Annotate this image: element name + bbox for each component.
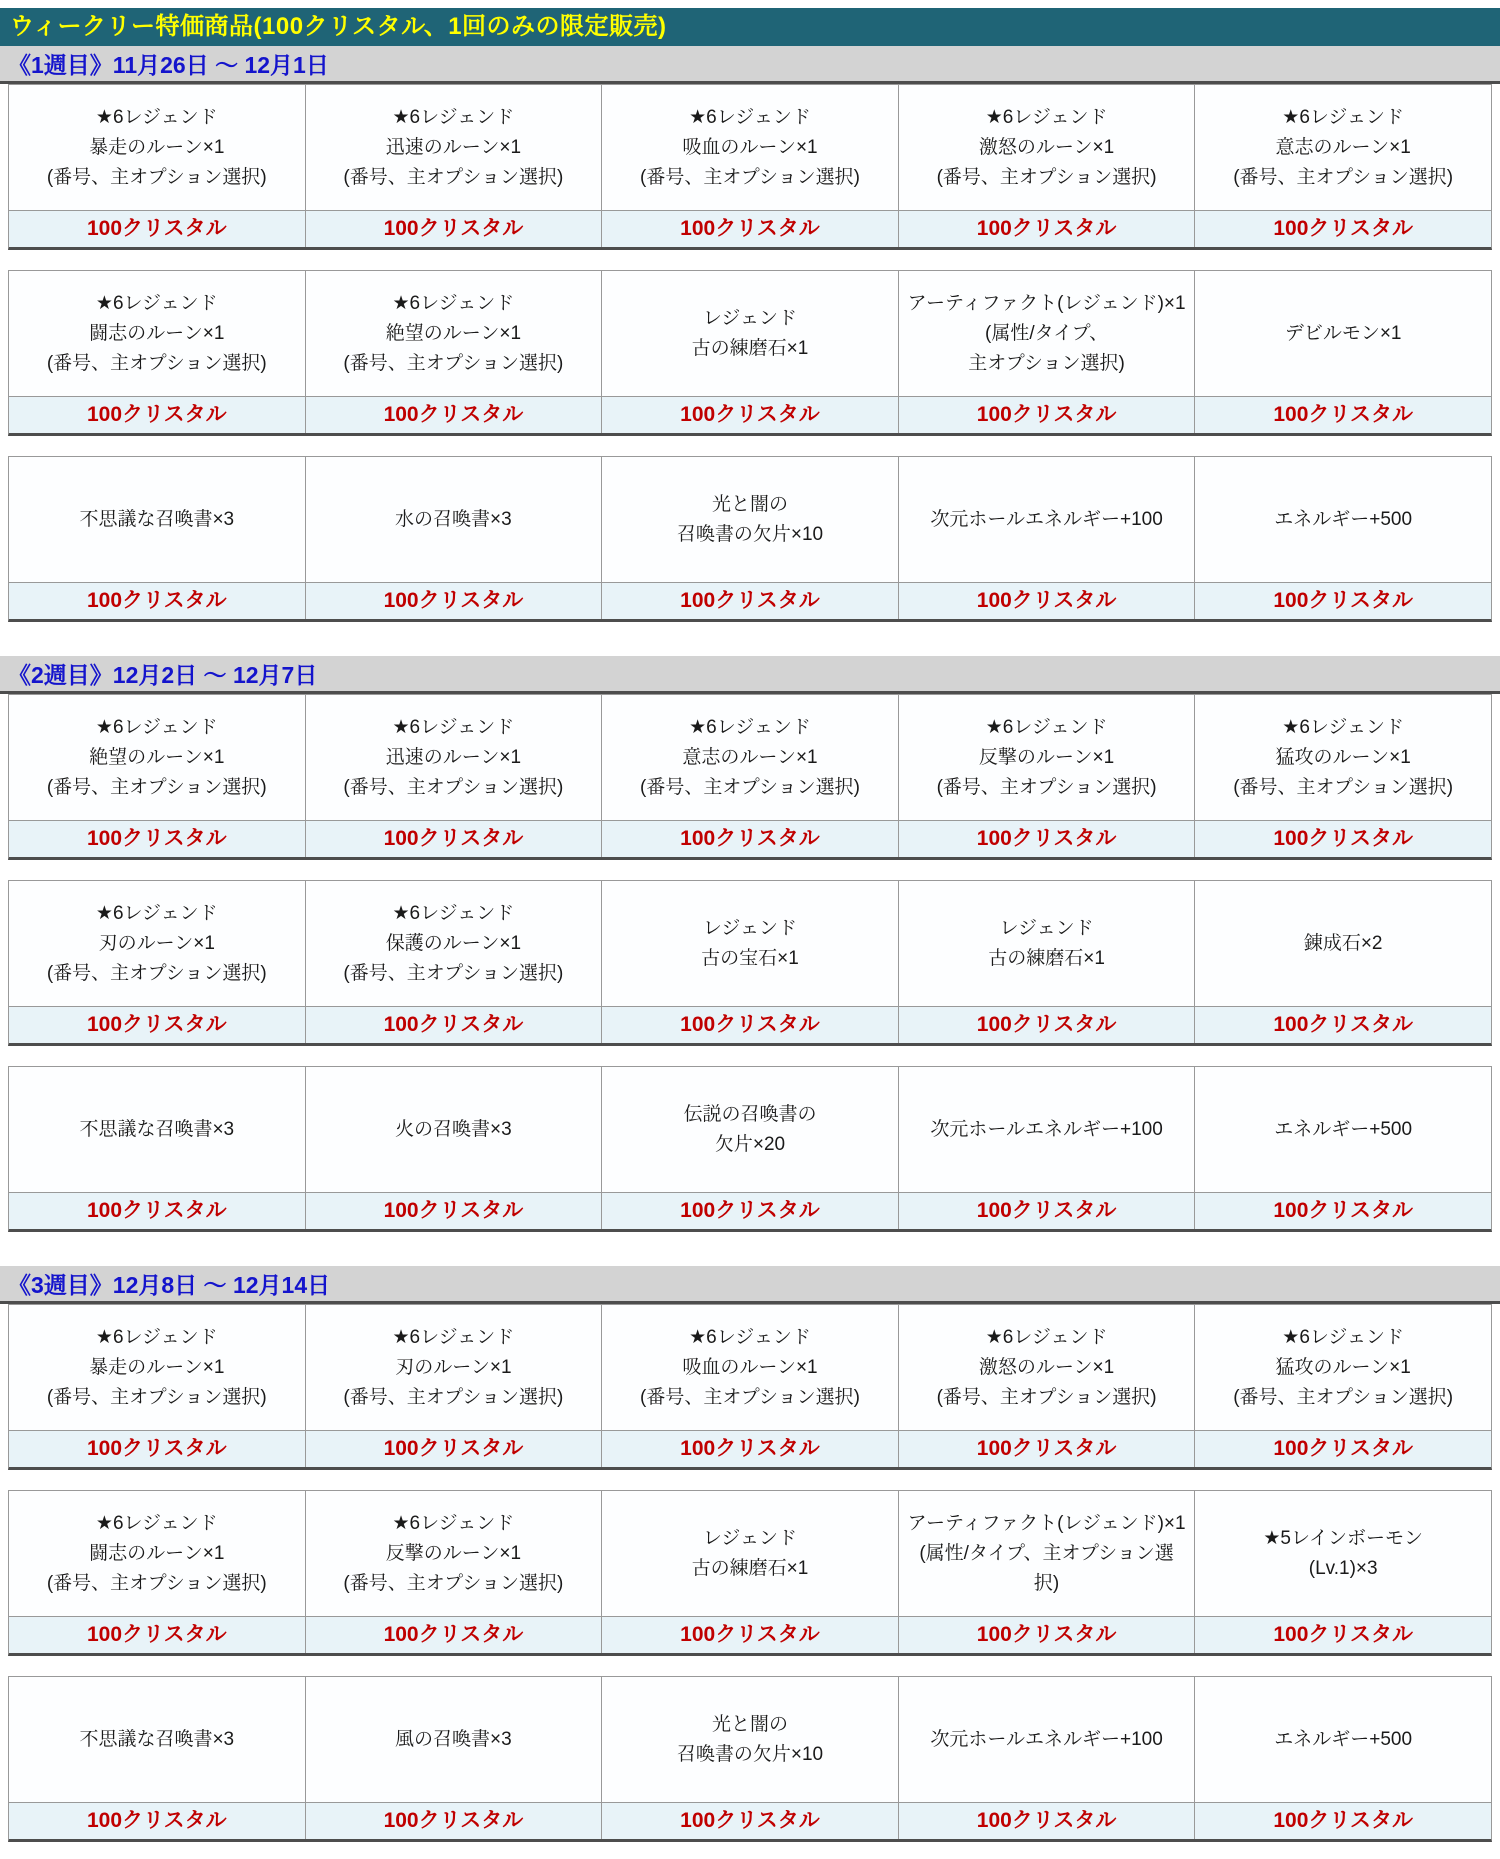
item-row [9, 271, 1491, 396]
price-cell: 100クリスタル [305, 1431, 602, 1467]
item-cell [9, 695, 305, 820]
item-cell [1194, 271, 1491, 396]
item-line: デビルモン×1 [1284, 322, 1402, 344]
item-line: アーティファクト(レジェンド)×1 [907, 1512, 1186, 1534]
item-line: 欠片×20 [714, 1133, 786, 1155]
item-line: エネルギー+500 [1274, 508, 1413, 530]
item-table [8, 270, 1492, 436]
item-cell [898, 85, 1195, 210]
item-line: (番号、主オプション選択) [343, 166, 564, 188]
price-cell: 100クリスタル [898, 821, 1195, 857]
item-line: 光と闇の [711, 1713, 788, 1735]
item-line: ★6レジェンド [95, 292, 218, 314]
item-cell [9, 1491, 305, 1616]
item-cell [898, 271, 1195, 396]
item-line: ★6レジェンド [392, 1326, 515, 1348]
item-line: 迅速のルーン×1 [385, 746, 522, 768]
price-cell: 100クリスタル [1194, 397, 1491, 433]
item-cell [601, 881, 898, 1006]
item-line: ★6レジェンド [95, 106, 218, 128]
item-line: 絶望のルーン×1 [89, 746, 225, 768]
item-line: 反撃のルーン×1 [385, 1542, 522, 1564]
price-cell: 100クリスタル [9, 1803, 305, 1839]
price-cell: 100クリスタル [898, 211, 1195, 247]
item-line: 火の召喚書×3 [395, 1118, 512, 1140]
item-line: ★6レジェンド [95, 716, 218, 738]
price-cell: 100クリスタル [601, 1193, 898, 1229]
item-line: ★6レジェンド [95, 902, 218, 924]
price-cell: 100クリスタル [305, 1617, 602, 1653]
item-line: (番号、主オプション選択) [640, 1386, 860, 1408]
item-line: 古の練磨石×1 [988, 947, 1105, 969]
price-cell: 100クリスタル [1194, 821, 1491, 857]
price-cell: 100クリスタル [305, 1007, 602, 1043]
item-line: 伝説の召喚書の [683, 1103, 817, 1125]
item-line: ★5レインボーモン [1263, 1527, 1423, 1549]
item-line: 反撃のルーン×1 [978, 746, 1115, 768]
item-line: 次元ホールエネルギー+100 [930, 1118, 1163, 1140]
item-line: 刃のルーン×1 [98, 932, 215, 954]
item-cell [1194, 1491, 1491, 1616]
item-line: (番号、主オプション選択) [936, 1386, 1157, 1408]
item-cell [601, 271, 898, 396]
price-cell: 100クリスタル [601, 211, 898, 247]
item-table [8, 1066, 1492, 1232]
item-line: ★6レジェンド [95, 1326, 218, 1348]
item-line: 召喚書の欠片×10 [676, 523, 824, 545]
price-cell: 100クリスタル [9, 1193, 305, 1229]
price-cell: 100クリスタル [601, 397, 898, 433]
price-row [9, 1192, 1491, 1229]
item-row [9, 695, 1491, 820]
item-line: 主オプション選択) [968, 352, 1125, 374]
item-cell [305, 271, 602, 396]
item-cell [898, 1067, 1195, 1192]
item-line: エネルギー+500 [1274, 1118, 1413, 1140]
item-line: レジェンド [702, 917, 798, 939]
item-line: ★6レジェンド [392, 292, 515, 314]
item-line: 迅速のルーン×1 [385, 136, 522, 158]
price-cell: 100クリスタル [898, 1431, 1195, 1467]
item-line: 猛攻のルーン×1 [1275, 1356, 1411, 1378]
item-line: ★6レジェンド [985, 1326, 1108, 1348]
item-line: ★6レジェンド [689, 1326, 811, 1348]
price-cell: 100クリスタル [1194, 211, 1491, 247]
item-line: (番号、主オプション選択) [46, 1572, 267, 1594]
item-row [9, 457, 1491, 582]
item-line: ★6レジェンド [689, 716, 811, 738]
price-row [9, 1430, 1491, 1467]
price-cell: 100クリスタル [1194, 1431, 1491, 1467]
price-cell: 100クリスタル [9, 821, 305, 857]
item-cell [305, 881, 602, 1006]
item-row [9, 1491, 1491, 1616]
price-cell: 100クリスタル [1194, 1007, 1491, 1043]
item-cell [9, 85, 305, 210]
price-cell: 100クリスタル [305, 1193, 602, 1229]
item-row [9, 85, 1491, 210]
price-cell: 100クリスタル [1194, 1617, 1491, 1653]
item-line: 意志のルーン×1 [682, 746, 818, 768]
item-line: (属性/タイプ、主オプション選 [919, 1542, 1174, 1564]
item-line: 闘志のルーン×1 [89, 1542, 225, 1564]
item-line: 暴走のルーン×1 [89, 136, 225, 158]
item-table [8, 84, 1492, 250]
item-line: 不思議な召喚書×3 [79, 1118, 235, 1140]
week-section-2 [0, 656, 1500, 1232]
item-line: 刃のルーン×1 [395, 1356, 512, 1378]
item-cell [601, 695, 898, 820]
item-line: 激怒のルーン×1 [978, 1356, 1115, 1378]
item-line: (番号、主オプション選択) [936, 776, 1157, 798]
item-cell [9, 1067, 305, 1192]
price-cell: 100クリスタル [898, 1803, 1195, 1839]
item-cell [305, 695, 602, 820]
item-line: ★6レジェンド [95, 1512, 218, 1534]
item-line: 吸血のルーン×1 [682, 1356, 818, 1378]
item-line: ★6レジェンド [985, 106, 1108, 128]
item-line: (番号、主オプション選択) [343, 776, 564, 798]
price-row [9, 210, 1491, 247]
item-line: 保護のルーン×1 [385, 932, 522, 954]
item-cell [9, 881, 305, 1006]
item-cell [305, 1305, 602, 1430]
price-cell: 100クリスタル [898, 397, 1195, 433]
item-cell [9, 271, 305, 396]
item-cell [305, 1677, 602, 1802]
price-row [9, 396, 1491, 433]
price-cell: 100クリスタル [601, 1617, 898, 1653]
item-cell [9, 457, 305, 582]
item-row [9, 881, 1491, 1006]
item-table [8, 694, 1492, 860]
item-line: (番号、主オプション選択) [1233, 166, 1454, 188]
price-cell: 100クリスタル [898, 583, 1195, 619]
item-cell [601, 1677, 898, 1802]
item-line: 猛攻のルーン×1 [1275, 746, 1411, 768]
item-line: ★6レジェンド [392, 902, 515, 924]
item-line: 激怒のルーン×1 [978, 136, 1115, 158]
item-cell [898, 1677, 1195, 1802]
item-cell [1194, 85, 1491, 210]
item-line: 古の宝石×1 [701, 947, 799, 969]
item-table [8, 1676, 1492, 1842]
item-line: 暴走のルーン×1 [89, 1356, 225, 1378]
price-cell: 100クリスタル [305, 583, 602, 619]
item-cell [601, 1305, 898, 1430]
price-row [9, 1616, 1491, 1653]
item-row [9, 1677, 1491, 1802]
item-cell [898, 1305, 1195, 1430]
price-cell: 100クリスタル [1194, 583, 1491, 619]
price-cell: 100クリスタル [601, 1803, 898, 1839]
item-cell [1194, 1677, 1491, 1802]
item-cell [1194, 695, 1491, 820]
price-cell: 100クリスタル [9, 1431, 305, 1467]
item-line: エネルギー+500 [1274, 1728, 1413, 1750]
week-header: 《3週目》12月8日 ～ 12月14日 [0, 1266, 1500, 1304]
price-row [9, 582, 1491, 619]
item-line: ★6レジェンド [1282, 716, 1405, 738]
price-cell: 100クリスタル [9, 211, 305, 247]
price-cell: 100クリスタル [601, 1007, 898, 1043]
item-line: (番号、主オプション選択) [640, 776, 860, 798]
item-table [8, 456, 1492, 622]
item-line: (番号、主オプション選択) [343, 1572, 564, 1594]
price-cell: 100クリスタル [9, 397, 305, 433]
price-cell: 100クリスタル [305, 1803, 602, 1839]
item-line: (番号、主オプション選択) [1233, 776, 1454, 798]
price-cell: 100クリスタル [9, 1007, 305, 1043]
week-section-1 [0, 46, 1500, 622]
item-line: ★6レジェンド [985, 716, 1108, 738]
price-row [9, 1006, 1491, 1043]
item-line: 錬成石×2 [1303, 932, 1383, 954]
week-header: 《2週目》12月2日 ～ 12月7日 [0, 656, 1500, 694]
item-table [8, 1490, 1492, 1656]
week-header: 《1週目》11月26日 ～ 12月1日 [0, 46, 1500, 84]
item-line: (番号、主オプション選択) [343, 1386, 564, 1408]
item-line: 不思議な召喚書×3 [79, 1728, 235, 1750]
item-line: ★6レジェンド [392, 106, 515, 128]
item-line: レジェンド [999, 917, 1094, 939]
item-cell [601, 1491, 898, 1616]
price-row [9, 1802, 1491, 1839]
price-cell: 100クリスタル [305, 211, 602, 247]
week-section-3 [0, 1266, 1500, 1842]
item-line: 古の練磨石×1 [691, 1557, 809, 1579]
item-line: 意志のルーン×1 [1275, 136, 1411, 158]
item-line: (番号、主オプション選択) [46, 1386, 267, 1408]
price-row [9, 820, 1491, 857]
price-cell: 100クリスタル [601, 583, 898, 619]
item-cell [305, 85, 602, 210]
item-line: (番号、主オプション選択) [46, 352, 267, 374]
item-line: ★6レジェンド [1282, 1326, 1405, 1348]
item-line: レジェンド [702, 307, 798, 329]
price-cell: 100クリスタル [9, 1617, 305, 1653]
price-cell: 100クリスタル [898, 1007, 1195, 1043]
item-row [9, 1305, 1491, 1430]
item-cell [898, 457, 1195, 582]
item-line: アーティファクト(レジェンド)×1 [907, 292, 1186, 314]
item-cell [305, 457, 602, 582]
item-table [8, 1304, 1492, 1470]
page-title: ウィークリー特価商品(100クリスタル、1回のみの限定販売) [0, 8, 1500, 46]
item-cell [1194, 881, 1491, 1006]
item-cell [601, 1067, 898, 1192]
item-cell [898, 1491, 1195, 1616]
item-line: (番号、主オプション選択) [46, 166, 267, 188]
item-line: ★6レジェンド [689, 106, 811, 128]
item-line: 次元ホールエネルギー+100 [930, 1728, 1163, 1750]
item-cell [601, 457, 898, 582]
item-cell [898, 695, 1195, 820]
item-line: (番号、主オプション選択) [343, 352, 564, 374]
price-cell: 100クリスタル [601, 1431, 898, 1467]
item-line: 光と闇の [711, 493, 788, 515]
item-line: (番号、主オプション選択) [46, 962, 267, 984]
item-cell [305, 1491, 602, 1616]
price-cell: 100クリスタル [898, 1193, 1195, 1229]
weeks [0, 46, 1500, 1842]
item-line: (番号、主オプション選択) [936, 166, 1157, 188]
item-row [9, 1067, 1491, 1192]
item-line: (番号、主オプション選択) [1233, 1386, 1454, 1408]
item-line: (番号、主オプション選択) [343, 962, 564, 984]
item-cell [9, 1305, 305, 1430]
item-cell [9, 1677, 305, 1802]
item-line: 闘志のルーン×1 [89, 322, 225, 344]
item-line: 風の召喚書×3 [395, 1728, 512, 1750]
price-cell: 100クリスタル [898, 1617, 1195, 1653]
item-line: 古の練磨石×1 [691, 337, 809, 359]
price-cell: 100クリスタル [1194, 1193, 1491, 1229]
item-line: (番号、主オプション選択) [46, 776, 267, 798]
item-line: 不思議な召喚書×3 [79, 508, 235, 530]
item-line: (属性/タイプ、 [985, 322, 1109, 344]
item-line: 絶望のルーン×1 [385, 322, 522, 344]
item-cell [898, 881, 1195, 1006]
price-cell: 100クリスタル [601, 821, 898, 857]
item-cell [1194, 1305, 1491, 1430]
price-cell: 100クリスタル [9, 583, 305, 619]
item-cell [1194, 1067, 1491, 1192]
item-line: ★6レジェンド [1282, 106, 1405, 128]
price-cell: 100クリスタル [305, 821, 602, 857]
item-table [8, 880, 1492, 1046]
price-cell: 100クリスタル [305, 397, 602, 433]
item-cell [601, 85, 898, 210]
item-cell [305, 1067, 602, 1192]
item-line: (番号、主オプション選択) [640, 166, 860, 188]
item-line: 水の召喚書×3 [395, 508, 512, 530]
item-line: 択) [1033, 1572, 1060, 1594]
item-line: 吸血のルーン×1 [682, 136, 818, 158]
item-line: レジェンド [702, 1527, 798, 1549]
item-line: 次元ホールエネルギー+100 [930, 508, 1163, 530]
item-line: 召喚書の欠片×10 [676, 1743, 824, 1765]
price-cell: 100クリスタル [1194, 1803, 1491, 1839]
item-cell [1194, 457, 1491, 582]
item-line: ★6レジェンド [392, 1512, 515, 1534]
item-line: (Lv.1)×3 [1308, 1557, 1378, 1579]
item-line: ★6レジェンド [392, 716, 515, 738]
